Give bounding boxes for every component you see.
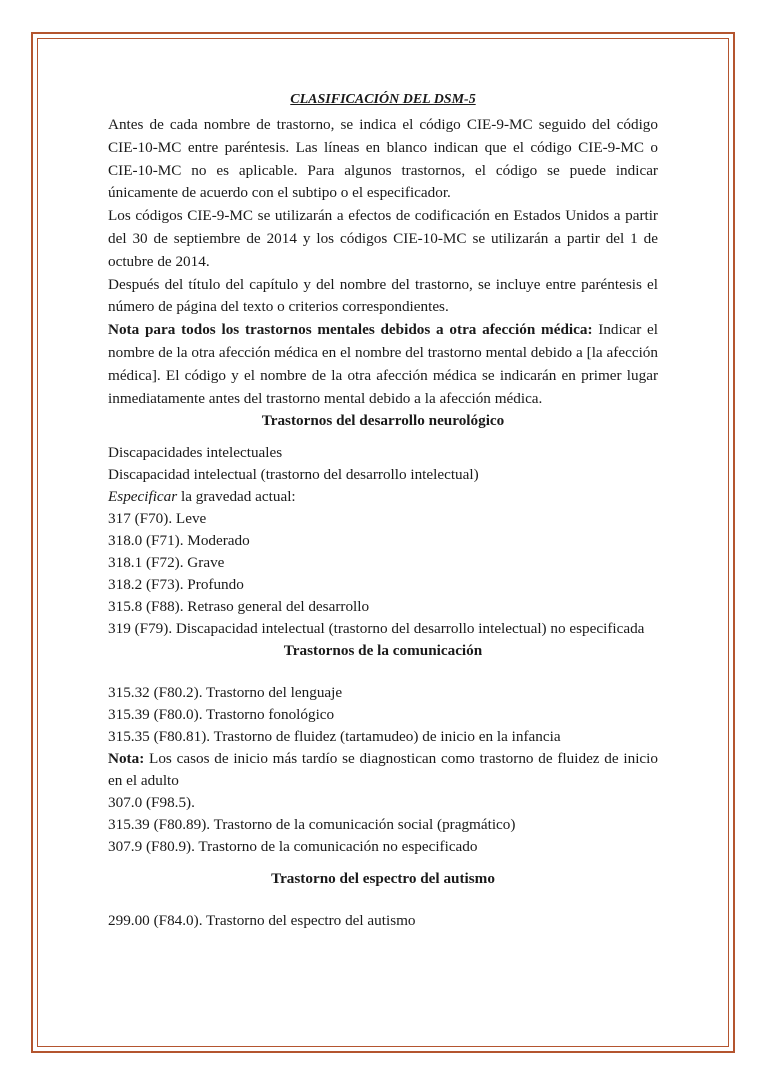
list-item: 315.35 (F80.81). Trastorno de fluidez (tartamudeo) de inicio en la infancia bbox=[108, 728, 561, 746]
intro-paragraph-2: Los códigos CIE-9-MC se utilizarán a efectos de codificación en Estados Unidos a partir del 30 de septiembre de 2014 y los códigos CIE-10-MC se utilizarán a partir del 1 de octubre de 2014. bbox=[108, 207, 658, 270]
section-heading-comm: Trastornos de la comunicación bbox=[283, 642, 483, 660]
section-heading-neuro: Trastornos del desarrollo neurológico bbox=[261, 412, 505, 430]
list-item: 307.9 (F80.9). Trastorno de la comunicación no especificado bbox=[108, 838, 478, 856]
intro-paragraph-1: Antes de cada nombre de trastorno, se indica el código CIE-9-MC seguido del código CIE-10-MC entre paréntesis. Las líneas en blanco indican que el código CIE-9-MC o CIE-10-MC no es aplicable. Para algunos trastornos, el código se puede indicar únicamente de acuerdo con el subtipo o el especificador. bbox=[108, 116, 658, 202]
list-item: 299.00 (F84.0). Trastorno del espectro del autismo bbox=[108, 912, 416, 930]
intro-note bbox=[108, 319, 658, 410]
section-heading-autism: Trastorno del espectro del autismo bbox=[271, 870, 495, 888]
list-item: 315.32 (F80.2). Trastorno del lenguaje bbox=[108, 684, 343, 702]
comm-note-label: Nota: bbox=[108, 750, 145, 768]
list-item: 307.0 (F98.5). bbox=[108, 794, 195, 812]
intro-note-label: Nota para todos los trastornos mentales debidos a otra afección médica: bbox=[108, 321, 593, 339]
list-item: 318.2 (F73). Profundo bbox=[108, 576, 244, 594]
comm-note-text: Los casos de inicio más tardío se diagnostican como trastorno de fluidez de inicio en el adulto bbox=[108, 750, 658, 790]
list-item: 315.39 (F80.0). Trastorno fonológico bbox=[108, 706, 335, 724]
list-item: 315.8 (F88). Retraso general del desarrollo bbox=[108, 598, 370, 616]
list-item: 317 (F70). Leve bbox=[108, 510, 207, 528]
document-body bbox=[108, 90, 658, 932]
list-item: Discapacidades intelectuales bbox=[108, 444, 283, 462]
list-item bbox=[108, 486, 658, 508]
intro-note-text: Indicar el nombre de la otra afección médica en el nombre del trastorno mental debido a [la afección médica]. El código y el nombre de la otra afección médica se indicarán en primer lugar inmediatamente antes del trastorno mental debido a la afección médica. bbox=[108, 321, 659, 407]
list-item: 319 (F79). Discapacidad intelectual (trastorno del desarrollo intelectual) no especificada bbox=[108, 620, 645, 638]
comm-note bbox=[108, 748, 658, 792]
intro-paragraph-3: Después del título del capítulo y del nombre del trastorno, se incluye entre paréntesis el número de página del texto o criterios correspondientes. bbox=[108, 275, 658, 316]
list-item: Discapacidad intelectual (trastorno del desarrollo intelectual) bbox=[108, 466, 479, 484]
specifier-label: Especificar bbox=[108, 488, 178, 506]
specifier-text: la gravedad actual: bbox=[177, 488, 296, 506]
list-item: 315.39 (F80.89). Trastorno de la comunicación social (pragmático) bbox=[108, 816, 516, 834]
list-item: 318.0 (F71). Moderado bbox=[108, 532, 250, 550]
list-item: 318.1 (F72). Grave bbox=[108, 554, 225, 572]
document-title: CLASIFICACIÓN DEL DSM-5 bbox=[290, 92, 476, 107]
